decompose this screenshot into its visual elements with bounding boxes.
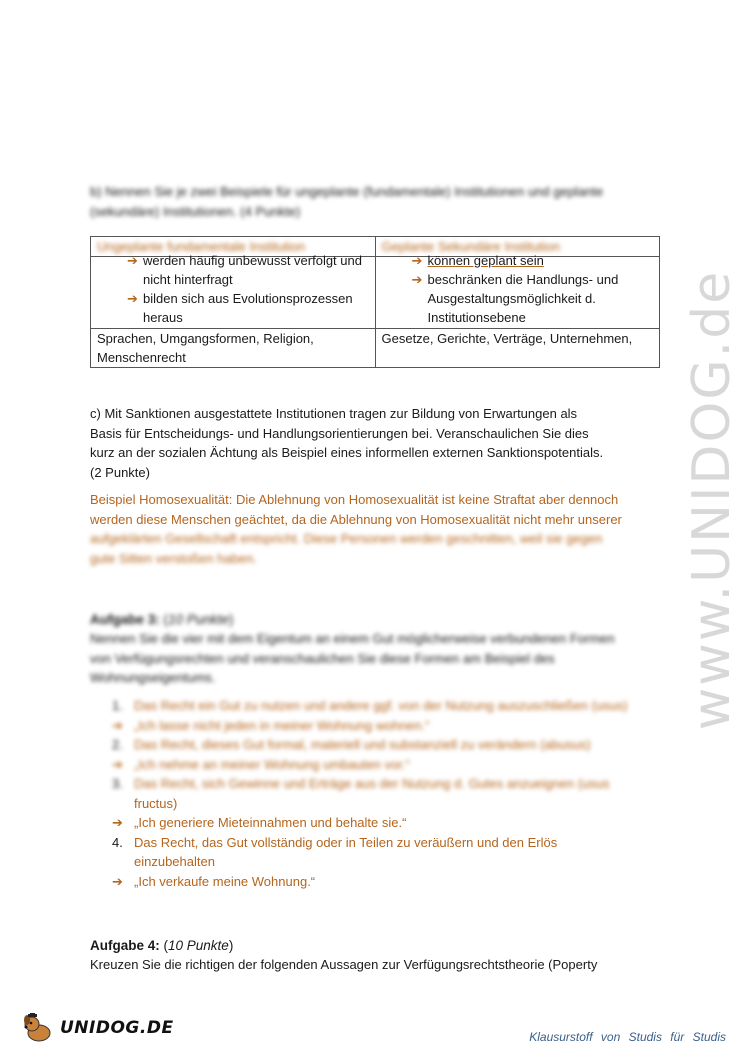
- table-header-left: Ungeplante fundamentale Institution: [91, 237, 376, 257]
- list-item: 3. Das Recht, sich Gewinne und Erträge aus der Nutzung d. Gutes anzueignen (usus: [112, 776, 610, 791]
- footer-tagline: Klausurstoff von Studis für Studis: [529, 1030, 726, 1044]
- list-item: fructus): [134, 795, 178, 811]
- list-item: ➔ „Ich nehme an meiner Wohnung umbauten vor.“: [90, 755, 670, 775]
- list-item: ➔ werden häufig unbewusst verfolgt und nicht hinterfragt: [127, 253, 362, 287]
- list-item: 4. Das Recht, das Gut vollständig oder in Teilen zu veräußern und den Erlös: [112, 834, 558, 850]
- aufgabe-4-heading: Aufgabe 4: (10 Punkte): [90, 938, 234, 953]
- table-cell-left-examples: Sprachen, Umgangsformen, Religion, Menschenrecht: [91, 329, 376, 368]
- list-item: ➔ „Ich lasse nicht jeden in meiner Wohnung wohnen.“: [90, 716, 670, 736]
- arrow-right-icon: ➔: [127, 253, 138, 268]
- section-b-question: b) Nennen Sie je zwei Beispiele für ungeplante (fundamentale) Institutionen und geplante (sekundäre) Institutionen. (4 Punkte): [90, 184, 604, 219]
- aufgabe-3-answers: [90, 696, 670, 891]
- list-item: 1. Das Recht ein Gut zu nutzen und andere ggf. von der Nutzung auszuschließen (usus): [112, 698, 628, 713]
- arrow-right-icon: ➔: [112, 756, 123, 772]
- section-c-question: c) Mit Sanktionen ausgestattete Institutionen tragen zur Bildung von Erwartungen als Basis für Entscheidungs- und Handlungsorientierungen bei. Veranschaulichen Sie dies kurz an der sozialen Ächtung als Beispiel eines informellen externen Sanktionspotentials. (2 Punkte): [90, 406, 604, 480]
- list-item: ➔ beschränken die Handlungs- und Ausgestaltungsmöglichkeit d. Institutionsebene: [411, 272, 619, 325]
- table-row-examples: [91, 329, 660, 368]
- table-row-properties: [91, 257, 660, 329]
- list-item: ➔ „Ich verkaufe meine Wohnung.“: [90, 872, 670, 892]
- institutions-table: [90, 236, 660, 368]
- arrow-right-icon: ➔: [411, 272, 423, 287]
- arrow-right-icon: ➔: [112, 873, 123, 889]
- dog-icon: [22, 1013, 56, 1043]
- arrow-right-icon: ➔: [127, 291, 138, 306]
- list-item: ➔ „Ich generiere Mieteinnahmen und behalte sie.“: [90, 813, 670, 833]
- aufgabe-3-section: Aufgabe 3: (10 Punkte) Nennen Sie die vier mit dem Eigentum an einem Gut möglicherweise verbundenen Formen von Verfügungsrechten und veranschaulichen Sie diese Formen am Beispiel des Wohnungseigentums.: [90, 610, 670, 688]
- aufgabe-4-section: Aufgabe 4: (10 Punkte) Kreuzen Sie die richtigen der folgenden Aussagen zur Verfügungsrechtstheorie (Poperty: [90, 936, 670, 975]
- logo-text: UNIDOG.DE: [60, 1018, 174, 1038]
- table-header-right: Geplante Sekundäre Institution: [375, 237, 660, 257]
- section-c-answer: Beispiel Homosexualität: Die Ablehnung von Homosexualität ist keine Straftat aber dennoch werden diese Menschen geächtet, da die Ablehnung von Homosexualität nicht mehr unserer aufgeklärten Gesellschaft entspricht. Diese Personen werden geschnitten, weil sie gegen gute Sitten verstoßen haben.: [90, 492, 622, 566]
- list-item: ➔ bilden sich aus Evolutionsprozessen heraus: [127, 291, 353, 325]
- watermark-text: www.UNIDOG.de: [682, 269, 742, 731]
- list-item: ➔ können geplant sein: [411, 253, 544, 268]
- unidog-logo: [22, 1013, 174, 1043]
- aufgabe-3-heading: Aufgabe 3: (10 Punkte): [90, 612, 234, 627]
- arrow-right-icon: ➔: [112, 717, 123, 733]
- list-item: 2. Das Recht, dieses Gut formal, materiell und substanziell zu verändern (abusus): [112, 737, 591, 752]
- arrow-right-icon: ➔: [112, 815, 123, 830]
- arrow-right-icon: ➔: [411, 253, 423, 268]
- table-cell-right-examples: Gesetze, Gerichte, Verträge, Unternehmen,: [375, 329, 660, 368]
- list-item: einzubehalten: [134, 854, 215, 869]
